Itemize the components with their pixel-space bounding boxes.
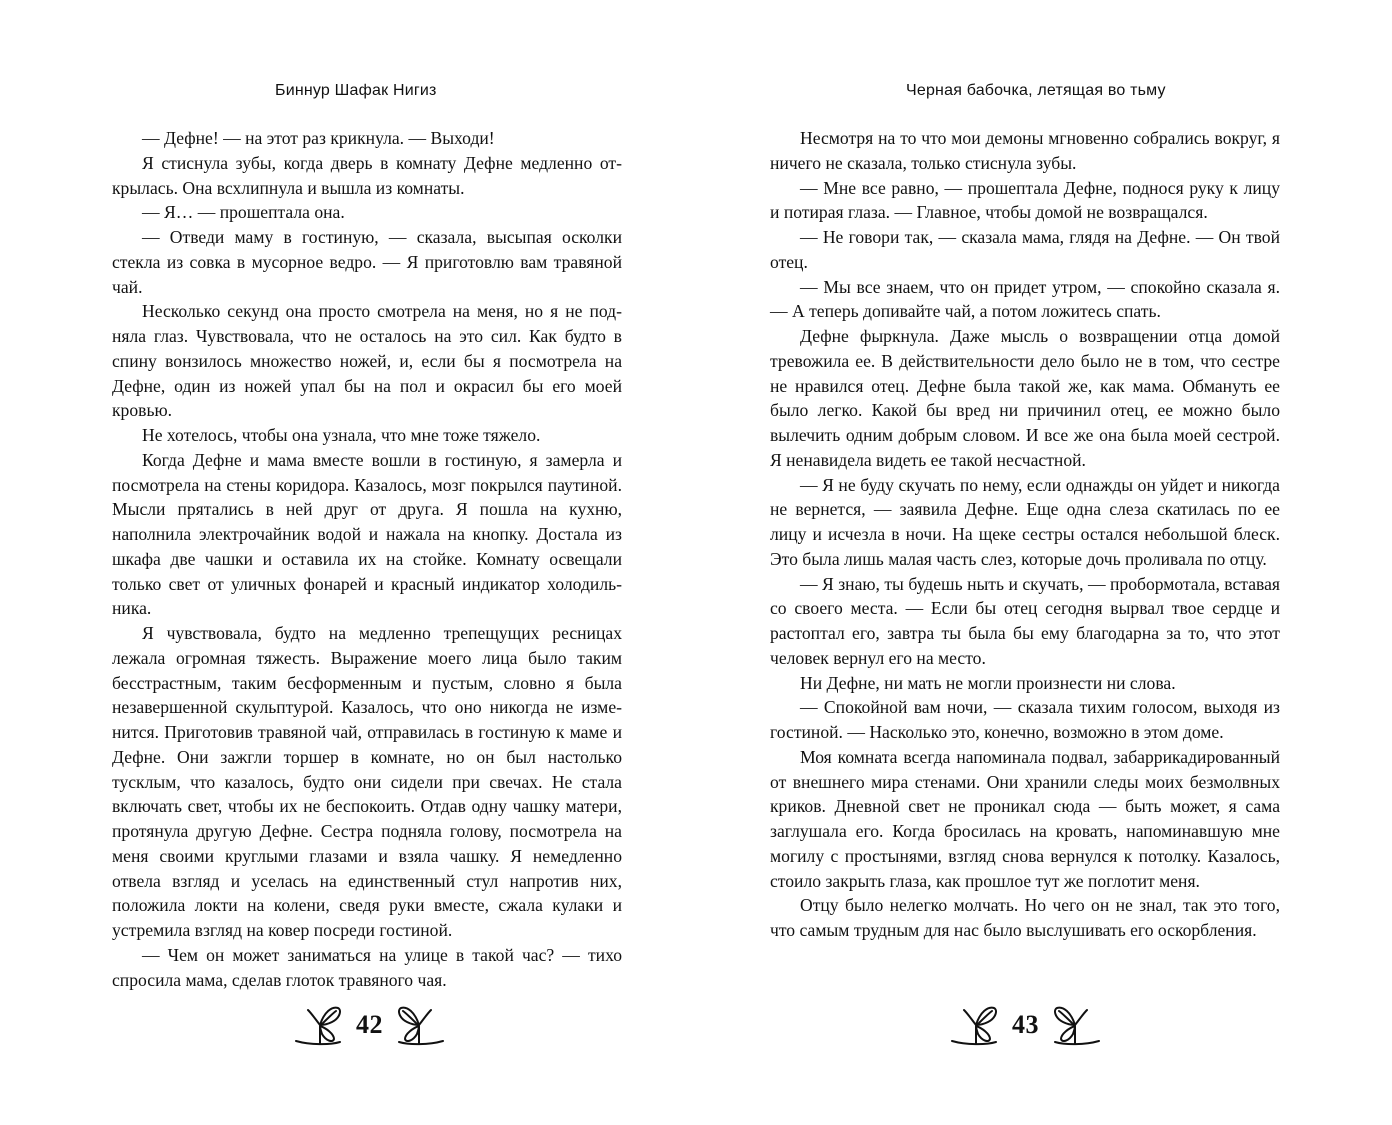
paragraph: Я стиснула зубы, когда дверь в комнату Дефне медленно открылась. Она всхлипнула и вышла из комнаты. [112,152,622,198]
paragraph: Не хотелось, чтобы она узнала, что мне тоже тяжело. [142,425,541,445]
butterfly-icon [1051,1004,1103,1046]
paragraph: Моя комната всегда напоминала подвал, забаррикадированный от внешнего мира стенами. Они хранили следы моих безмолвных криков. Дневной свет не проникал сюда — быть может, я сама заглушала его. Когда бросилась на кровать, напоминавшую мне могилу с простынями, взгляд снова вернулся к потолку. Казалось, стоило закрыть глаза, как прошлое тут же поглотит меня. [770,746,1280,891]
page-number: 42 [356,1010,383,1039]
paragraph: — Я знаю, ты будешь ныть и скучать, — пробормотала, вставая со своего места. — Если бы отец сегодня вырвал твое сердце и растоптал его, завтра ты была бы ему благодарна за то, что этот человек вернул его на место. [770,573,1280,668]
paragraph: — Отведи маму в гостиную, — сказала, высыпая осколки стекла из совка в мусорное ведро. — Я приготовлю вам травяной чай. [112,227,622,297]
paragraph: — Я не буду скучать по нему, если однажды он уйдет и никогда не вернется, — заявила Дефне. Еще одна слеза скатилась по ее лицу и исчезла в ночи. На щеке сестры остался небольшой блеск. Это была лишь малая часть слез, которые дочь проливала по отцу. [770,474,1280,569]
paragraph: Отцу было нелегко молчать. Но чего он не знал, так это того, что самым трудным для нас было выслушивать его оскорбления. [770,895,1280,940]
paragraph: — Не говори так, — сказала мама, глядя на Дефне. — Он твой отец. [770,227,1280,272]
paragraph: — Спокойной вам ночи, — сказала тихим голосом, выходя из гостиной. — Насколько это, конечно, возможно в этом доме. [770,697,1280,742]
butterfly-icon [395,1004,447,1046]
paragraph: — Дефне! — на этот раз крикнула. — Выходи! [142,128,495,148]
paragraph: Дефне фыркнула. Даже мысль о возвращении отца домой тревожила ее. В действительности дело было не в том, что сестре не нравился отец. Дефне была такой же, как мама. Обмануть ее было легко. Какой бы вред ни причинил отец, ее можно было вылечить одним добрым словом. И все же она была моей сестрой. Я ненавидела видеть ее такой несчастной. [770,326,1280,470]
paragraph: Несмотря на то что мои демоны мгновенно собрались вокруг, я ничего не сказала, только стиснула зубы. [770,128,1280,173]
running-head-title: Черная бабочка, летящая во тьму [906,82,1166,99]
running-head-author: Биннур Шафак Нигиз [275,82,437,99]
paragraph: Когда Дефне и мама вместе вошли в гостиную, я замерла и посмотрела на стены коридора. Казалось, мозг покрылся паутиной. Мысли прятались в ней друг от друга. Я пошла на кухню, наполнила электрочайник водой и нажала на кнопку. Достала из шкафа две чашки и оставила их на стойке. Комнату освещали только свет от уличных фонарей и красный индикатор холодильника. [112,449,622,619]
paragraph: — Мне все равно, — прошептала Дефне, поднося руку к лицу и потирая глаза. — Главное, чтобы домой не возвращался. [770,177,1280,223]
paragraph: Несколько секунд она просто смотрела на меня, но я не подняла глаз. Чувствовала, что не осталось на это сил. Как будто в спину вонзилось множество ножей, и, если бы я посмотрела на Дефне, один из ножей упал бы на пол и окрасил бы его моей кровью. [112,301,622,421]
paragraph: — Я… — прошептала она. [142,202,345,223]
paragraph: Ни Дефне, ни мать не могли произнести ни слова. [800,672,1176,693]
left-page-text [112,126,622,992]
paragraph: Я чувствовала, будто на медленно трепещущих ресницах лежала огромная тяжесть. Выражение моего лица было таким бесстрастным, таким бесформенным и пустым, словно я была незавершенной скульптурой. Казалось, что оно никогда не изменится. Приготовив травяной чай, отправилась в гостиную к маме и Дефне. Они зажгли торшер в комнате, но он был настолько тусклым, что казалось, будто они сидели при свечах. Не стала включать свет, чтобы их не беспокоить. Отдав одну чашку матери, протянула другую Дефне. Сестра подняла голову, посмотрела на меня своими круглыми глазами и взяла чашку. Я немедленно отвела взгляд и уселась на единственный стул напротив них, положила локти на колени, сведя руки вместе, сжала кулаки и устремила взгляд на ковер посреди гостиной. [112,623,622,940]
page-number: 43 [1012,1010,1039,1039]
folio-right [948,1000,1103,1050]
paragraph: — Чем он может заниматься на улице в такой час? — тихо спросила мама, сделав глоток травяного чая. [112,944,622,990]
paragraph: — Мы все знаем, что он придет утром, — спокойно сказала я. — А теперь допивайте чай, а потом ложитесь спать. [770,276,1280,322]
right-page [696,0,1392,1125]
folio-left [292,1000,447,1050]
right-page-text [770,126,1280,943]
butterfly-icon [948,1004,1000,1046]
butterfly-icon [292,1004,344,1046]
